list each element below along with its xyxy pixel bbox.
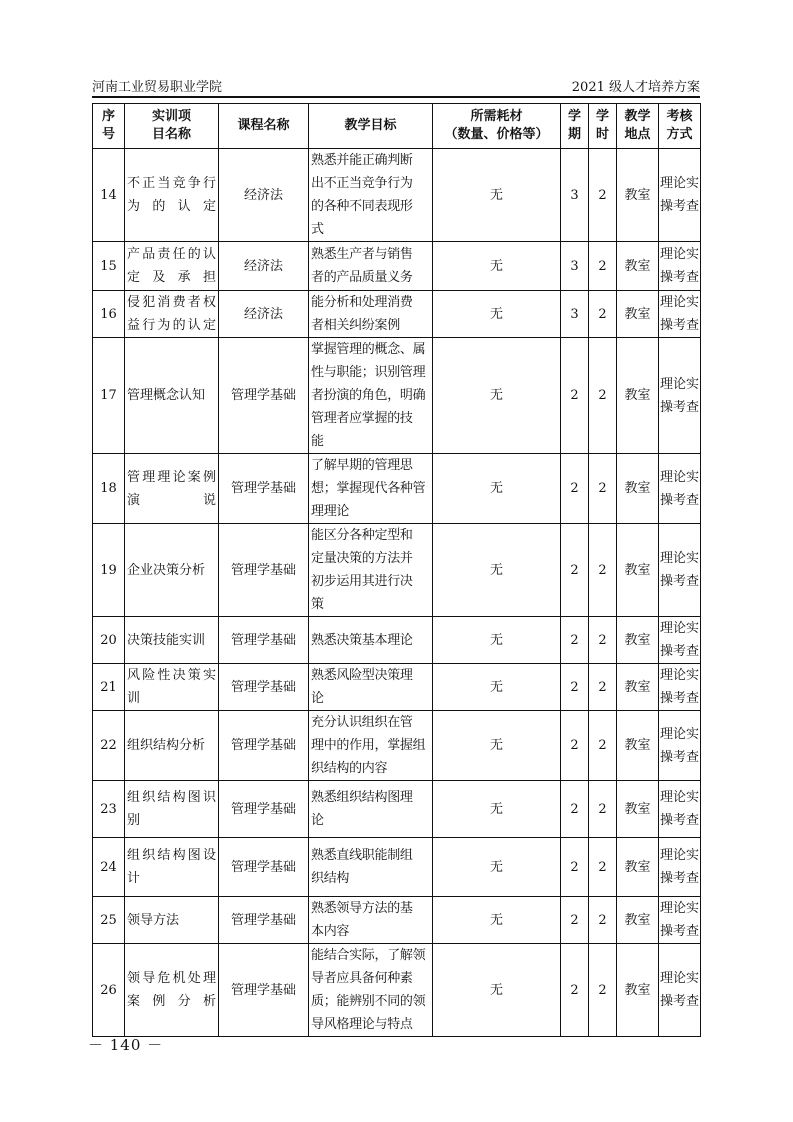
cell-place: 教室 (617, 711, 659, 781)
cell-course-name: 管理学基础 (219, 338, 309, 454)
cell-row-number: 24 (93, 838, 125, 897)
cell-project-name: 领导危机处理 案例分析 (125, 944, 219, 1037)
cell-assessment: 理论实 操考查 (659, 617, 701, 664)
col-header-materials: 所需耗材 （数量、价格等） (433, 104, 561, 149)
cell-teaching-goal: 熟悉组织结构图理 论 (309, 781, 433, 838)
cell-course-name: 管理学基础 (219, 897, 309, 944)
table-row (93, 454, 701, 524)
school-name: 河南工业贸易职业学院 (92, 80, 223, 95)
cell-place: 教室 (617, 524, 659, 617)
table-row (93, 944, 701, 1037)
cell-place: 教室 (617, 781, 659, 838)
page-number: － 140 － (88, 1036, 164, 1054)
cell-project-name: 组织结构图识 别 (125, 781, 219, 838)
col-header-place: 教学 地点 (617, 104, 659, 149)
cell-hours: 2 (589, 781, 617, 838)
cell-teaching-goal: 熟悉风险型决策理 论 (309, 664, 433, 711)
cell-term: 2 (561, 897, 589, 944)
cell-course-name: 管理学基础 (219, 944, 309, 1037)
cell-materials: 无 (433, 338, 561, 454)
cell-materials: 无 (433, 149, 561, 242)
cell-project-name: 领导方法 (125, 897, 219, 944)
cell-term: 3 (561, 242, 589, 291)
cell-place: 教室 (617, 242, 659, 291)
cell-assessment: 理论实 操考查 (659, 838, 701, 897)
cell-row-number: 26 (93, 944, 125, 1037)
cell-row-number: 25 (93, 897, 125, 944)
col-header-project: 实训项 目名称 (125, 104, 219, 149)
cell-materials: 无 (433, 454, 561, 524)
cell-teaching-goal: 熟悉直线职能制组 织结构 (309, 838, 433, 897)
cell-teaching-goal: 熟悉生产者与销售 者的产品质量义务 (309, 242, 433, 291)
cell-place: 教室 (617, 291, 659, 338)
document-title: 2021 级人才培养方案 (571, 80, 700, 95)
cell-term: 2 (561, 338, 589, 454)
cell-course-name: 管理学基础 (219, 454, 309, 524)
table-row (93, 897, 701, 944)
cell-row-number: 21 (93, 664, 125, 711)
table-row (93, 838, 701, 897)
cell-assessment: 理论实 操考查 (659, 781, 701, 838)
cell-hours: 2 (589, 338, 617, 454)
header-rule (92, 96, 700, 98)
table-row (93, 524, 701, 617)
cell-materials: 无 (433, 897, 561, 944)
cell-hours: 2 (589, 454, 617, 524)
cell-teaching-goal: 熟悉决策基本理论 (309, 617, 433, 664)
cell-place: 教室 (617, 664, 659, 711)
cell-teaching-goal: 能结合实际，了解领 导者应具备何种素 质；能辨别不同的领 导风格理论与特点 (309, 944, 433, 1037)
cell-teaching-goal: 充分认识组织在管 理中的作用，掌握组 织结构的内容 (309, 711, 433, 781)
cell-course-name: 经济法 (219, 242, 309, 291)
cell-hours: 2 (589, 838, 617, 897)
cell-course-name: 经济法 (219, 291, 309, 338)
cell-materials: 无 (433, 664, 561, 711)
cell-teaching-goal: 熟悉领导方法的基 本内容 (309, 897, 433, 944)
cell-hours: 2 (589, 897, 617, 944)
cell-row-number: 15 (93, 242, 125, 291)
cell-row-number: 20 (93, 617, 125, 664)
table-row (93, 242, 701, 291)
cell-assessment: 理论实 操考查 (659, 711, 701, 781)
cell-term: 2 (561, 838, 589, 897)
cell-course-name: 管理学基础 (219, 524, 309, 617)
cell-course-name: 管理学基础 (219, 617, 309, 664)
cell-assessment: 理论实 操考查 (659, 291, 701, 338)
cell-hours: 2 (589, 944, 617, 1037)
cell-teaching-goal: 能区分各种定型和 定量决策的方法并 初步运用其进行决 策 (309, 524, 433, 617)
cell-hours: 2 (589, 524, 617, 617)
cell-hours: 2 (589, 664, 617, 711)
table-row (93, 617, 701, 664)
cell-place: 教室 (617, 338, 659, 454)
cell-assessment: 理论实 操考查 (659, 149, 701, 242)
cell-assessment: 理论实 操考查 (659, 454, 701, 524)
cell-place: 教室 (617, 149, 659, 242)
cell-project-name: 风险性决策实 训 (125, 664, 219, 711)
cell-project-name: 组织结构图设 计 (125, 838, 219, 897)
cell-materials: 无 (433, 781, 561, 838)
cell-teaching-goal: 熟悉并能正确判断 出不正当竞争行为 的各种不同表现形 式 (309, 149, 433, 242)
cell-assessment: 理论实 操考查 (659, 242, 701, 291)
cell-course-name: 管理学基础 (219, 838, 309, 897)
cell-assessment: 理论实 操考查 (659, 664, 701, 711)
cell-teaching-goal: 了解早期的管理思 想；掌握现代各种管 理理论 (309, 454, 433, 524)
cell-project-name: 企业决策分析 (125, 524, 219, 617)
cell-row-number: 23 (93, 781, 125, 838)
cell-project-name: 产品责任的认 定及承担 (125, 242, 219, 291)
cell-teaching-goal: 能分析和处理消费 者相关纠纷案例 (309, 291, 433, 338)
cell-place: 教室 (617, 454, 659, 524)
cell-term: 2 (561, 454, 589, 524)
cell-hours: 2 (589, 291, 617, 338)
cell-term: 3 (561, 149, 589, 242)
cell-course-name: 管理学基础 (219, 664, 309, 711)
cell-row-number: 16 (93, 291, 125, 338)
cell-materials: 无 (433, 617, 561, 664)
cell-teaching-goal: 掌握管理的概念、属 性与职能；识别管理 者扮演的角色，明确 管理者应掌握的技 能 (309, 338, 433, 454)
cell-term: 2 (561, 944, 589, 1037)
cell-row-number: 17 (93, 338, 125, 454)
cell-materials: 无 (433, 291, 561, 338)
cell-place: 教室 (617, 838, 659, 897)
cell-hours: 2 (589, 617, 617, 664)
cell-hours: 2 (589, 149, 617, 242)
cell-assessment: 理论实 操考查 (659, 338, 701, 454)
cell-hours: 2 (589, 242, 617, 291)
cell-assessment: 理论实 操考查 (659, 944, 701, 1037)
cell-assessment: 理论实 操考查 (659, 524, 701, 617)
cell-materials: 无 (433, 944, 561, 1037)
cell-term: 2 (561, 524, 589, 617)
table-row (93, 149, 701, 242)
col-header-assess: 考核 方式 (659, 104, 701, 149)
col-header-term: 学 期 (561, 104, 589, 149)
cell-project-name: 决策技能实训 (125, 617, 219, 664)
running-header (92, 76, 700, 94)
table-row (93, 711, 701, 781)
training-table (92, 103, 701, 1037)
col-header-hours: 学 时 (589, 104, 617, 149)
table-row (93, 291, 701, 338)
cell-materials: 无 (433, 524, 561, 617)
cell-project-name: 管理概念认知 (125, 338, 219, 454)
cell-project-name: 不正当竞争行 为的认定 (125, 149, 219, 242)
cell-course-name: 管理学基础 (219, 711, 309, 781)
col-header-course: 课程名称 (219, 104, 309, 149)
cell-term: 2 (561, 711, 589, 781)
cell-project-name: 管理理论案例 演说 (125, 454, 219, 524)
cell-materials: 无 (433, 711, 561, 781)
col-header-goal: 教学目标 (309, 104, 433, 149)
cell-hours: 2 (589, 711, 617, 781)
cell-term: 3 (561, 291, 589, 338)
table-header-row (93, 104, 701, 149)
cell-term: 2 (561, 781, 589, 838)
cell-term: 2 (561, 664, 589, 711)
table-row (93, 338, 701, 454)
cell-term: 2 (561, 617, 589, 664)
cell-place: 教室 (617, 944, 659, 1037)
table-row (93, 781, 701, 838)
cell-course-name: 管理学基础 (219, 781, 309, 838)
table-row (93, 664, 701, 711)
cell-materials: 无 (433, 242, 561, 291)
cell-project-name: 组织结构分析 (125, 711, 219, 781)
cell-course-name: 经济法 (219, 149, 309, 242)
cell-row-number: 22 (93, 711, 125, 781)
cell-row-number: 19 (93, 524, 125, 617)
col-header-no: 序 号 (93, 104, 125, 149)
cell-row-number: 14 (93, 149, 125, 242)
cell-materials: 无 (433, 838, 561, 897)
cell-place: 教室 (617, 897, 659, 944)
cell-place: 教室 (617, 617, 659, 664)
cell-row-number: 18 (93, 454, 125, 524)
cell-assessment: 理论实 操考查 (659, 897, 701, 944)
cell-project-name: 侵犯消费者权 益行为的认定 (125, 291, 219, 338)
